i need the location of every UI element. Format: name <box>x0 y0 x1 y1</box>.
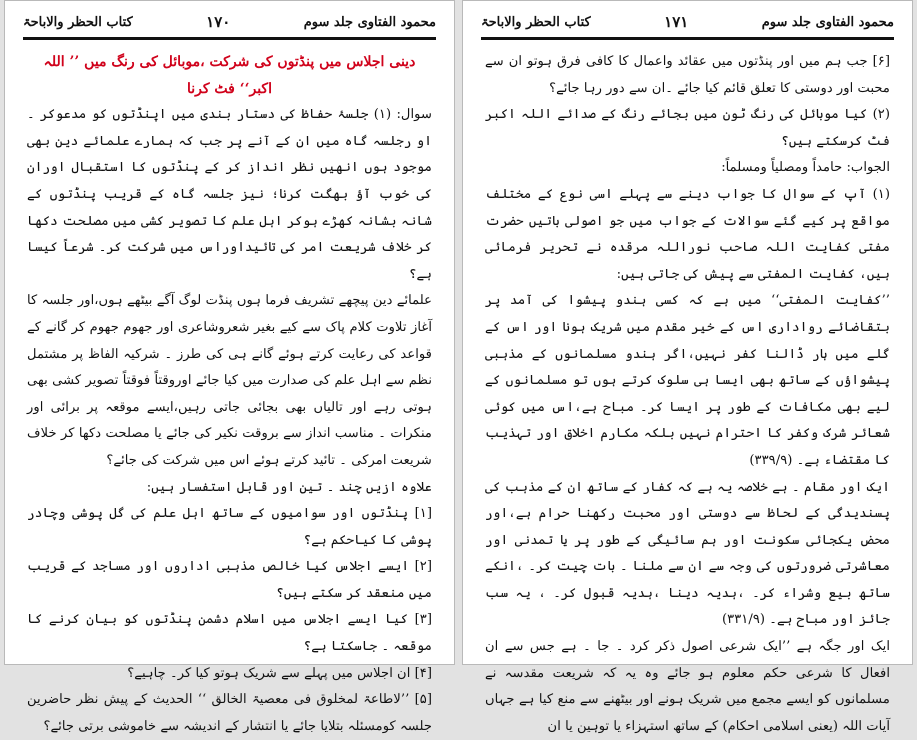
left-paragraph: سوال: (۱) جلسۂ حفاظ کی دستار بندی میں اپنڈتوں کو مدعوکر ۔او رجلسہ گاہ میں ان کے آنے پر جب کہ ہمارے علمائے دین بھی موجود ہوں انھیں نظر انداز کر کے پنڈتوں کا استقبال اوران کی خوب آؤ بھگت کرنا؛ نیز جلسہ گاہ کے قریب پنڈتوں کے شانہ بشانہ کھڑے ہوکر اہل علم کا تصویر کشی میں مصلحت دکھا کر خلاف شریعت امر کی تائیداوراس میں شرکت کر۔ شرعاً کیسا ہے؟ <box>27 107 432 282</box>
right-header-book: کتاب الحظر والاباحۃ <box>481 14 591 30</box>
right-header-rule <box>481 37 894 40</box>
right-paragraph: ایک اور جگہ ہے ’’ایک شرعی اصول ذکر کرد ۔ جا ۔ ہے جس سے ان افعال کا شرعی حکم معلوم ہو جائے وہ یہ کہ شریعت مقدسہ نے مسلمانوں کو ایسے مجمع میں شریک ہونے اور بیٹھنے سے منع کیا ہے جہاں آیات اللہ (یعنی اسلامی احکام) کے ساتھ استہزاء یا توہین یا ان <box>485 639 890 734</box>
left-page <box>4 0 455 734</box>
left-list-item: [۱] پنڈتوں اور سوامیوں کے ساتھ اہل علم کی گل پوشی وچادر پوشی کا کیاحکم ہے؟ <box>27 506 432 548</box>
right-page <box>462 0 913 734</box>
left-header-book: کتاب الحظر والاباحۃ <box>23 14 133 30</box>
right-paragraph: (۲) کیا موبائل کی رنگ ٹون میں بجائے رنگ کے صدائے اللہ اکبر فٹ کرسکتے ہیں؟ <box>485 107 890 149</box>
left-body <box>27 49 432 740</box>
left-page-number: ۱۷۰ <box>206 13 231 31</box>
right-page-header <box>481 11 894 33</box>
left-header-title: محمود الفتاوی جلد سوم <box>303 14 436 30</box>
left-list-item: [۲] ایسے اجلاس کیا خالص مذہبی اداروں اور مساجد کے قریب میں منعقد کر سکتے ہیں؟ <box>27 559 432 601</box>
right-answer-heading: الجواب: حامداً ومصلیاً ومسلماً: <box>721 160 890 176</box>
left-list-item: [۵] ’’لاطاعۃ لمخلوق فی معصیۃ الخالق ‘‘ الحدیث کے پیش نظر حاضرین جلسہ کومسئلہ بتلایا جائے یا انتشار کے اندیشہ سے خاموشی برتی جائے؟ <box>27 692 432 734</box>
right-paragraph: ایک اور مقام ۔ ہے خلاصہ یہ ہے کہ کفار کے ساتھ ان کے مذہب کی پسندیدگی کے لحاظ سے دوستی اور محبت رکھنا حرام ہے،اور محض یکجائی سکونت اور ہم سائیگی کے طور پر یا تمدنی اور معاشرتی ضرورتوں کی وجہ سے ان سے ملنا ۔ بات چیت کر۔ ،انکے ساتھ بیع وشراء کر۔ ،ہدیہ دینا ،ہدیہ قبول کر۔ ، یہ سب جائز اور مباح ہے۔ (۳۳۱/۹) <box>485 479 890 628</box>
right-body <box>485 49 890 740</box>
left-header-rule <box>23 37 436 40</box>
left-page-header <box>23 11 436 33</box>
left-paragraph: علمائے دین پیچھے تشریف فرما ہوں پنڈت لوگ آگے بیٹھے ہوں،اور جلسہ کا آغاز تلاوت کلام پاک سے کیے بغیر شعروشاعری اور جھوم جھوم کر گانے کے قواعد کی رعایت کرتے ہوئے گانے ہی کی طرز ۔ شرکیہ الفاظ پر مشتمل نظم سے اہل علم کی صدارت میں کیا جائے اوروقتاً فوقتاً تصویر کشی بھی ہوتی رہے اور تالیاں بھی بجائی جاتی رہیں،ایسے موقعہ پر برائی اور منکرات ۔ مناسب انداز سے بروقت نکیر کی جائے یا مصلحت دکھا کر خلاف شریعت امرکی ۔ تائید کرتے ہوئے اس میں شرکت کی جائے؟ <box>27 293 432 468</box>
left-section-heading: دینی اجلاس میں پنڈتوں کی شرکت ،موبائل کی رنگ میں ’’ اللہ اکبر‘‘ فٹ کرنا <box>43 54 416 97</box>
right-quote: ’’کفایت المفتی‘‘ میں ہے کہ کسی ہندو پیشوا کی آمد پر بتقاضائے رواداری اس کے خیر مقدم میں شریک ہونا اور اس کے گلے میں ہار ڈالنا کفر نہیں،اگر ہندو مسلمانوں کے مذہبی پیشواؤں کے ساتھ بھی ایسا ہی سلوک کرتے ہوں تو مسلمانوں کے لیے بھی مکافات کے طور پر ایسا کر۔ مباح ہے،اس میں کوئی شعائر شرک وکفر کا احترام نہیں بلکہ مکارم اخلاق اور تہذیب کا مقتضاء ہے۔ (۳۳۹/۹) <box>485 293 890 468</box>
right-paragraph: (۱) آپ کے سوال کا جواب دینے سے پہلے اسی نوع کے مختلف مواقع پر کیے گئے سوالات کے جواب میں جو اصولی باتیں حضرت مفتی کفایت اللہ صاحب نوراللہ مرقدہ نے تحریر فرمائی ہیں، کفایت المفتی سے پیش کی جاتی ہیں: <box>485 186 890 282</box>
left-list-item: [۴] ان اجلاس میں پہلے سے شریک ہوتو کیا کر۔ چاہیے؟ <box>127 665 432 681</box>
right-paragraph: [۶] جب ہم میں اور پنڈتوں میں عقائد واعمال کا کافی فرق ہوتو ان سے محبت اور دوستی کا تعلق قائم کیا جائے ۔ان سے دور رہا جائے؟ <box>485 54 890 96</box>
left-list-item: [۳] کیا ایسے اجلاس میں اسلام دشمن پنڈتوں کو بیان کرنے کا موقعہ ۔ جاسکتا ہے؟ <box>27 612 432 655</box>
right-header-title: محمود الفتاوی جلد سوم <box>761 14 894 30</box>
right-page-number: ۱۷۱ <box>664 13 689 31</box>
left-paragraph: علاوہ ازیں چند ۔ تین اور قابل استفسار ہیں: <box>146 479 432 495</box>
